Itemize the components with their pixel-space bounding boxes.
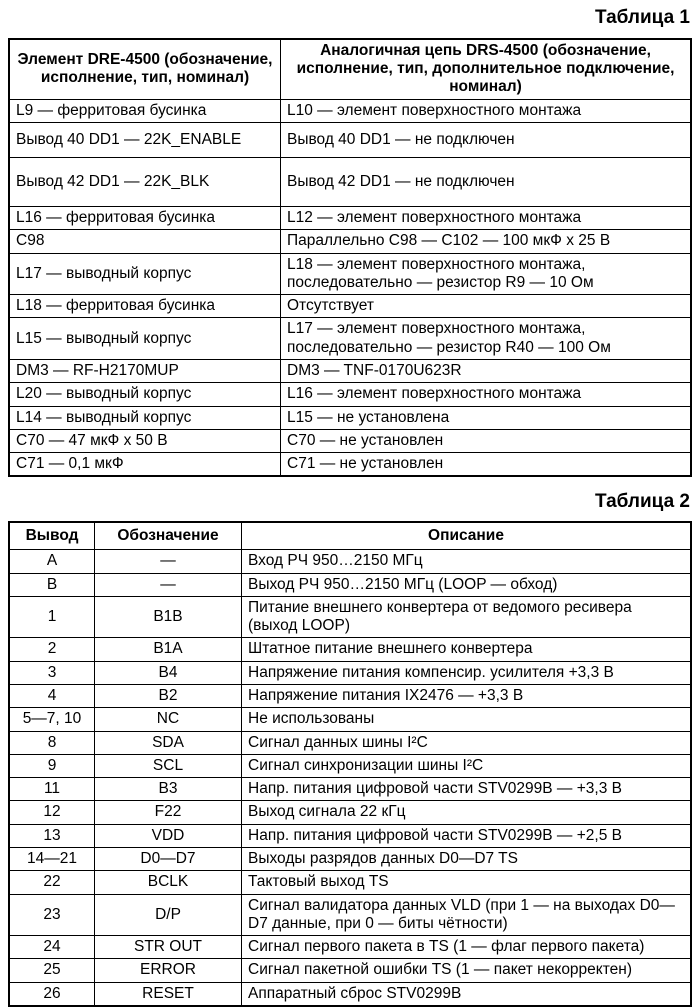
table-cell: 11 <box>9 778 95 801</box>
table-cell: 5—7, 10 <box>9 708 95 731</box>
table2-header-2: Описание <box>242 522 692 550</box>
table-cell: — <box>95 573 242 596</box>
table-cell: 2 <box>9 638 95 661</box>
table-row <box>9 158 691 207</box>
table-cell: DM3 — TNF-0170U623R <box>281 359 692 382</box>
table-cell: L10 — элемент поверхностного монтажа <box>281 99 692 122</box>
table-row <box>9 429 691 452</box>
table-row <box>9 207 691 230</box>
table-cell: C70 — не установлен <box>281 429 692 452</box>
table-cell: Аппаратный сброс STV0299B <box>242 982 692 1006</box>
table-row <box>9 383 691 406</box>
table-cell: BCLK <box>95 871 242 894</box>
table-cell: RESET <box>95 982 242 1006</box>
table-cell: SCL <box>95 754 242 777</box>
table-cell: F22 <box>95 801 242 824</box>
table-cell: Напр. питания цифровой части STV0299B — +2,5 В <box>242 824 692 847</box>
table-cell: A <box>9 550 95 573</box>
table-row <box>9 253 691 295</box>
table-row <box>9 778 691 801</box>
table-row <box>9 982 691 1006</box>
table-cell: STR OUT <box>95 936 242 959</box>
table-cell: B2 <box>95 684 242 707</box>
table-cell: D/P <box>95 894 242 936</box>
table-cell: 4 <box>9 684 95 707</box>
table-cell: ERROR <box>95 959 242 982</box>
table-row <box>9 550 691 573</box>
table-row <box>9 318 691 360</box>
table-cell: Сигнал первого пакета в TS (1 — флаг первого пакета) <box>242 936 692 959</box>
table-cell: B4 <box>95 661 242 684</box>
table-header-row <box>9 522 691 550</box>
table-cell: Выход РЧ 950…2150 МГц (LOOP — обход) <box>242 573 692 596</box>
table-cell: — <box>95 550 242 573</box>
table-row <box>9 661 691 684</box>
table-cell: C98 <box>9 230 281 253</box>
table-cell: L18 — элемент поверхностного монтажа, последовательно — резистор R9 — 10 Ом <box>281 253 692 295</box>
table-row <box>9 754 691 777</box>
table-cell: L18 — ферритовая бусинка <box>9 295 281 318</box>
table-row <box>9 573 691 596</box>
table-cell: Тактовый выход TS <box>242 871 692 894</box>
table-cell: Сигнал валидатора данных VLD (при 1 — на выходах D0—D7 данные, при 0 — биты чётности) <box>242 894 692 936</box>
table-cell: Не использованы <box>242 708 692 731</box>
table-cell: B1B <box>95 596 242 638</box>
table-row <box>9 801 691 824</box>
table-row <box>9 684 691 707</box>
table-row <box>9 406 691 429</box>
table-cell: Сигнал данных шины I²C <box>242 731 692 754</box>
table-cell: VDD <box>95 824 242 847</box>
table-cell: 26 <box>9 982 95 1006</box>
table-row <box>9 638 691 661</box>
table2-pinout <box>8 521 692 1007</box>
table-row <box>9 959 691 982</box>
table-cell: B1A <box>95 638 242 661</box>
table-cell: 12 <box>9 801 95 824</box>
table-cell: Вывод 40 DD1 — не подключен <box>281 123 692 158</box>
table-cell: L15 — выводный корпус <box>9 318 281 360</box>
table-cell: Напряжение питания IX2476 — +3,3 В <box>242 684 692 707</box>
table-cell: B <box>9 573 95 596</box>
table-cell: Вход РЧ 950…2150 МГц <box>242 550 692 573</box>
table-cell: Питание внешнего конвертера от ведомого ресивера (выход LOOP) <box>242 596 692 638</box>
table-row <box>9 295 691 318</box>
table-cell: L17 — выводный корпус <box>9 253 281 295</box>
table-cell: L16 — элемент поверхностного монтажа <box>281 383 692 406</box>
table-cell: 13 <box>9 824 95 847</box>
table-row <box>9 230 691 253</box>
table1-header-0: Элемент DRE-4500 (обозначение, исполнение, тип, номинал) <box>9 39 281 99</box>
table-cell: 25 <box>9 959 95 982</box>
table-cell: Выходы разрядов данных D0—D7 TS <box>242 847 692 870</box>
table1-dre4500-drs4500-comparison <box>8 38 692 478</box>
table-row <box>9 453 691 477</box>
table-cell: Сигнал пакетной ошибки TS (1 — пакет некорректен) <box>242 959 692 982</box>
table-cell: Вывод 42 DD1 — 22K_BLK <box>9 158 281 207</box>
table-row <box>9 359 691 382</box>
table-cell: DM3 — RF-H2170MUP <box>9 359 281 382</box>
table-cell: L15 — не установлена <box>281 406 692 429</box>
table-cell: 8 <box>9 731 95 754</box>
table-cell: Вывод 40 DD1 — 22K_ENABLE <box>9 123 281 158</box>
table-cell: Параллельно C98 — C102 — 100 мкФ х 25 В <box>281 230 692 253</box>
table-cell: Напряжение питания компенсир. усилителя +3,3 В <box>242 661 692 684</box>
table-cell: 14—21 <box>9 847 95 870</box>
table-cell: L12 — элемент поверхностного монтажа <box>281 207 692 230</box>
table-row <box>9 708 691 731</box>
table-cell: 1 <box>9 596 95 638</box>
table-cell: C71 — не установлен <box>281 453 692 477</box>
table-cell: L16 — ферритовая бусинка <box>9 207 281 230</box>
table-row <box>9 936 691 959</box>
table-cell: Отсутствует <box>281 295 692 318</box>
table-row <box>9 596 691 638</box>
table-row <box>9 731 691 754</box>
table-cell: L20 — выводный корпус <box>9 383 281 406</box>
table2-header-1: Обозначение <box>95 522 242 550</box>
table-cell: Сигнал синхронизации шины I²C <box>242 754 692 777</box>
table-cell: Штатное питание внешнего конвертера <box>242 638 692 661</box>
table-row <box>9 99 691 122</box>
table-cell: D0—D7 <box>95 847 242 870</box>
table-cell: SDA <box>95 731 242 754</box>
table-cell: Напр. питания цифровой части STV0299B — +3,3 В <box>242 778 692 801</box>
table-row <box>9 824 691 847</box>
table-cell: NC <box>95 708 242 731</box>
table-row <box>9 871 691 894</box>
table-row <box>9 123 691 158</box>
table-cell: L9 — ферритовая бусинка <box>9 99 281 122</box>
table-cell: 24 <box>9 936 95 959</box>
table-cell: L14 — выводный корпус <box>9 406 281 429</box>
table2-header-0: Вывод <box>9 522 95 550</box>
table-cell: 3 <box>9 661 95 684</box>
table-cell: 23 <box>9 894 95 936</box>
table-cell: C71 — 0,1 мкФ <box>9 453 281 477</box>
table-row <box>9 847 691 870</box>
table-cell: 9 <box>9 754 95 777</box>
table-row <box>9 894 691 936</box>
table1-caption: Таблица 1 <box>594 7 690 28</box>
table-cell: 22 <box>9 871 95 894</box>
table-cell: C70 — 47 мкФ х 50 В <box>9 429 281 452</box>
table2-caption: Таблица 2 <box>594 491 690 513</box>
table-cell: B3 <box>95 778 242 801</box>
table-cell: L17 — элемент поверхностного монтажа, последовательно — резистор R40 — 100 Ом <box>281 318 692 360</box>
table-header-row <box>9 39 691 99</box>
table-cell: Выход сигнала 22 кГц <box>242 801 692 824</box>
table-cell: Вывод 42 DD1 — не подключен <box>281 158 692 207</box>
table1-header-1: Аналогичная цепь DRS-4500 (обозначение, исполнение, тип, дополнительное подключение, номинал) <box>281 39 692 99</box>
